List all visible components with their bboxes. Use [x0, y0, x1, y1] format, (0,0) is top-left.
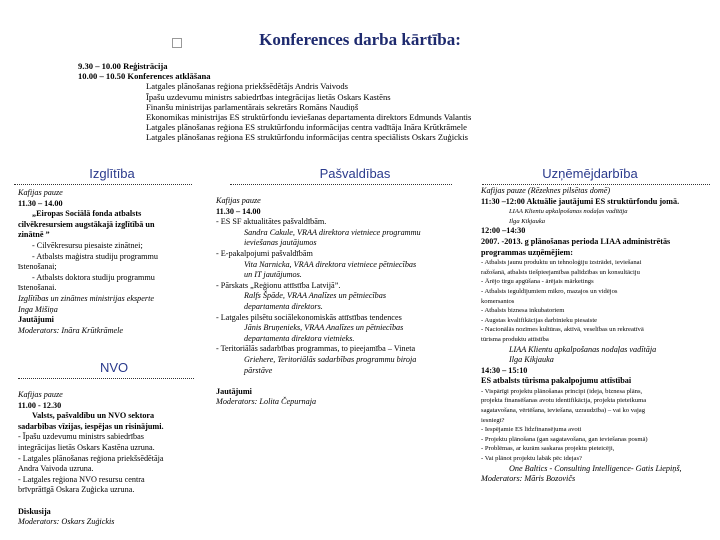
middle-divider	[230, 184, 452, 185]
nvo-column-line	[18, 496, 200, 507]
right-column-line: - Atbalsts biznesa inkubatoriem	[481, 307, 565, 315]
schedule-line: 10.00 – 10.50 Konferences atklāšana	[78, 71, 211, 82]
middle-column-heading: Pašvaldības	[319, 166, 391, 181]
middle-column-line: - Teritoriālās sadarbības programmas, to pieejamība – Vineta	[216, 344, 416, 354]
right-column-line: Ilga Kikjauka	[509, 217, 546, 225]
right-column-line: programmas uzņēmējiem:	[481, 247, 573, 257]
right-column-line: Ilga Kikjauka	[509, 355, 554, 365]
left-column-line: cilvēkresursiem augstākajā izglītībā un	[18, 219, 155, 229]
middle-column-line: Vita Narnicka, VRAA direktora vietniece pētniecības	[244, 259, 417, 269]
left-column-line: Moderators: Ināra Krūtkrāmele	[18, 325, 124, 335]
right-column-line: - Nacionālās nozīmes kultūras, aktīvā, veselības un rekreatīvā	[481, 326, 644, 334]
nvo-column-line: - Īpašu uzdevumu ministrs sabiedrības	[18, 432, 144, 442]
right-column-line: sagatavošana, vērtēšana, ieviešana, uzraudzība) – vai ko vajag	[481, 407, 646, 415]
left-column-line: - Atbalsts doktora studiju programmu	[32, 272, 155, 282]
right-column-line: iesniegt?	[481, 416, 505, 424]
middle-column-line: Moderators: Lolita Čepurnaja	[216, 397, 317, 407]
middle-column-line: - Pārskats „Reģionu attīstība Latvijā”.	[216, 280, 341, 290]
middle-column-line: Griehere, Teritoriālās sadarbības programmu biroja	[244, 354, 417, 364]
nvo-divider	[18, 378, 194, 379]
left-column-line: īstenošanai.	[18, 283, 57, 293]
nvo-column-line: sadarbības vīzijas, iespējas un risinājumi.	[18, 421, 164, 431]
schedule-line: Īpašu uzdevumu ministrs sabiedrības integrācijas lietās Oskars Kastēns	[146, 91, 391, 102]
nvo-column-line: brīvprātīgā Oskara Zuģicka uzruna.	[18, 485, 135, 495]
right-column-line: projekta finansēšanas avotu identifikācija, projekta pieteikuma	[481, 397, 647, 405]
left-divider	[14, 184, 192, 185]
left-column-line: Izglītības un zinātnes ministrijas eksperte	[18, 293, 155, 303]
page-title: Konferences darba kārtība:	[259, 30, 461, 49]
nvo-column-line: Diskusija	[18, 506, 51, 516]
left-column	[18, 188, 200, 336]
right-column-line: 14:30 – 15:10	[481, 365, 528, 375]
left-column-line: Kafijas pauze	[18, 188, 63, 197]
nvo-column	[18, 390, 200, 528]
schedule-line: 9.30 – 10.00 Reģistrācija	[78, 61, 168, 71]
schedule-line: Latgales plānošanas reģiona ES struktūrfondu informācijas centra speciālists Oskars Zuģickis	[146, 132, 468, 143]
left-column-line: - Cilvēkresursu piesaiste zinātnei;	[32, 240, 143, 250]
middle-column-line	[216, 376, 466, 387]
right-column-line: komersantos	[481, 297, 515, 305]
middle-column-line: 11.30 – 14.00	[216, 206, 261, 216]
schedule-line: Latgales plānošanas reģiona ES struktūrfondu informācijas centra vadītāja Ināra Krūtkrāmele	[146, 122, 467, 133]
right-column-line: - Iespējamie ES līdzfinansējuma avoti	[481, 426, 582, 434]
right-column-line: 12:00 –14:30	[481, 226, 526, 236]
right-column-line: - Vai plānot projektu labāk pēc idejas?	[481, 455, 582, 463]
middle-column-line: departamenta direktora vietnieks.	[244, 333, 355, 343]
right-column-line: One Baltics - Consulting Intelligence- Gatis Liepiņš,	[509, 463, 682, 473]
left-column-line: īstenošanai;	[18, 262, 57, 272]
schedule-line: Latgales plānošanas reģiona priekšsēdētājs Andris Vaivods	[146, 81, 348, 92]
middle-column-line: Jānis Bruņenieks, VRAA Analīzes un pētniecības	[244, 323, 404, 333]
middle-column	[216, 196, 466, 408]
nvo-column-line: 11.00 - 12.30	[18, 400, 62, 410]
middle-column-line: pārstāve	[244, 365, 273, 375]
middle-column-line: - E-pakalpojumi pašvaldībām	[216, 248, 313, 258]
right-column-heading: Uzņēmējdarbība	[542, 166, 638, 181]
right-column-line: - Problēmas, ar kurām saskaras projektu pieteicēji,	[481, 445, 615, 453]
right-column-line: LIAA Klientu apkalpošanas nodaļas vadītāja	[509, 208, 628, 216]
right-column-line: - Projektu plānošana (gan sagatavošana, gan ieviešanas posmā)	[481, 435, 648, 443]
middle-column-line: Kafijas pauze	[216, 196, 261, 205]
middle-column-line: Sandra Cakule, VRAA direktora vietniece programmu	[244, 227, 421, 237]
middle-column-line: - ES SF aktualitātes pašvaldībām.	[216, 217, 327, 227]
left-column-heading: Izglītība	[89, 166, 135, 181]
right-column-line: ES atbalsts tūrisma pakalpojumu attīstībai	[481, 376, 632, 386]
right-column-line: - Atbalsts jaunu produktu un tehnoloģiju izstrādei, ieviešanai	[481, 259, 642, 267]
right-column-line: ražošanā, atbalsts tiešpieejamības palīdzības un konsultāciju	[481, 268, 640, 276]
middle-column-line: - Latgales pilsētu sociālekonomiskās attīstības tendences	[216, 312, 402, 322]
right-column-line: - Atbalsts ieguldījumiem mikro, mazajos un vidējos	[481, 287, 618, 295]
nvo-column-line: Moderators: Oskars Zuģickis	[18, 517, 115, 527]
nvo-column-line: Valsts, pašvaldību un NVO sektora	[32, 411, 155, 421]
left-column-line: zinātnē ”	[18, 230, 50, 240]
nvo-heading: NVO	[100, 360, 129, 375]
right-column-line: tūrisma produktu attīstība	[481, 335, 549, 343]
middle-column-line: Jautājumi	[216, 386, 252, 396]
schedule-block	[78, 61, 698, 143]
left-column-line: Inga Mišiņa	[18, 304, 58, 314]
schedule-line: Finanšu ministrijas parlamentārais sekretārs Romāns Naudiņš	[146, 101, 359, 112]
left-column-line: „Eiropas Sociālā fonda atbalsts	[32, 209, 142, 219]
schedule-line: Ekonomikas ministrijas ES struktūrfondu ieviešanas departamenta direktors Edmunds Valantis	[146, 112, 472, 123]
right-column-line: - Augstas kvalifikācijas darbinieku piesaiste	[481, 316, 598, 324]
right-column-line: - Vispārīgi projektu plānošanas principi (ideja, biznesa plāns,	[481, 387, 643, 395]
middle-column-line: un IT jautājumos.	[244, 270, 302, 280]
right-column-line: 11:30 –12:00 Aktuālie jautājumi ES struktūrfondu jomā.	[481, 196, 680, 206]
left-column-line: - Atbalsts maģistra studiju programmu	[32, 251, 158, 261]
right-column-line: 2007. -2013. g plānošanas perioda LIAA administrētās	[481, 236, 671, 246]
nvo-column-line: - Latgales reģiona NVO resursu centra	[18, 474, 145, 484]
right-column	[481, 186, 713, 485]
right-column-line: - Ārējo tirgu apgūšana - ārējais mārketings	[481, 278, 594, 286]
right-column-line: LIAA Klientu apkalpošanas nodaļas vadītāja	[509, 344, 657, 354]
right-column-line: Kafijas pauze (Rēzeknes pilsētas domē)	[481, 186, 611, 195]
left-column-line: 11.30 – 14.00	[18, 198, 63, 208]
right-column-line: Moderators: Māris Bozovičs	[481, 474, 576, 484]
middle-column-line: departamenta direktors.	[244, 301, 323, 311]
nvo-column-line: Kafijas pauze	[18, 390, 63, 399]
nvo-column-line: Andra Vaivoda uzruna.	[18, 464, 94, 474]
nvo-column-line: - Latgales plānošanas reģiona priekšsēdētāja	[18, 453, 164, 463]
left-column-line: Jautājumi	[18, 315, 54, 325]
middle-column-line: ieviešanas jautājumos	[244, 238, 317, 248]
middle-column-line: Ralfs Špāde, VRAA Analīzes un pētniecības	[244, 291, 387, 301]
right-divider	[482, 184, 710, 185]
nvo-column-line: integrācijas lietās Oskars Kastēna uzruna.	[18, 442, 155, 452]
